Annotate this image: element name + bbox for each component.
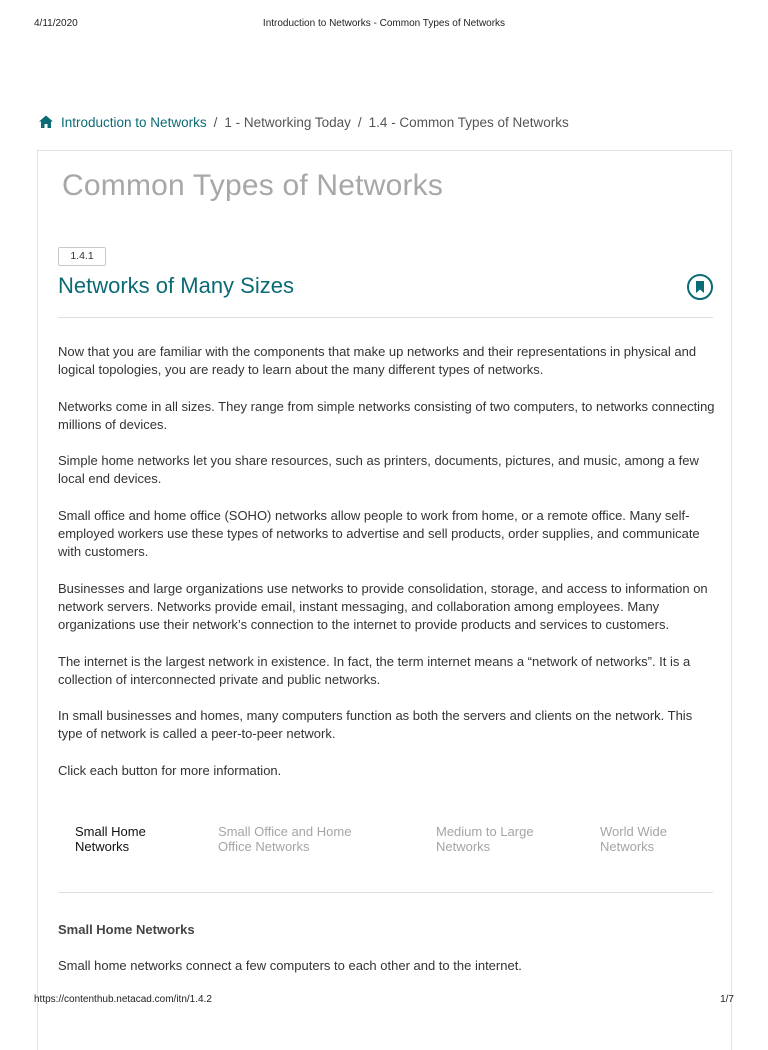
breadcrumb-current: 1.4 - Common Types of Networks [368, 114, 569, 130]
content-body [58, 343, 718, 798]
print-footer [34, 994, 734, 1008]
tab-medium-to-large-networks[interactable]: Medium to Large Networks [436, 824, 534, 854]
paragraph: Simple home networks let you share resources, such as printers, documents, pictures, and music, among a few local end devices. [58, 453, 699, 487]
breadcrumb [38, 114, 569, 130]
print-page-number: 1/7 [720, 994, 734, 1005]
tabs-divider [58, 892, 713, 893]
section-divider [58, 317, 713, 318]
network-type-tabs [58, 824, 713, 864]
tab-world-wide-networks[interactable]: World Wide Networks [600, 824, 667, 854]
bookmark-button[interactable] [687, 274, 713, 300]
breadcrumb-link-chapter[interactable]: 1 - Networking Today [224, 114, 351, 130]
paragraph: Networks come in all sizes. They range from simple networks consisting of two computers, to networks connecting millions of devices. [58, 398, 715, 432]
print-url: https://contenthub.netacad.com/itn/1.4.2 [34, 994, 212, 1005]
breadcrumb-separator: / [357, 114, 362, 130]
breadcrumb-separator: / [213, 114, 218, 130]
breadcrumb-link-course[interactable]: Introduction to Networks [61, 114, 207, 130]
print-header [34, 18, 734, 32]
print-title: Introduction to Networks - Common Types of Networks [262, 18, 506, 29]
content-card [37, 150, 732, 1050]
paragraph: Businesses and large organizations use networks to provide consolidation, storage, and access to information on network servers. Networks provide email, instant messaging, and collaboration among employees. Many organizations use their network’s connection to the internet to provide products and services to customers. [58, 580, 708, 633]
print-date: 4/11/2020 [34, 18, 78, 29]
paragraph: The internet is the largest network in existence. In fact, the term internet means a “network of networks”. It is a collection of interconnected private and public networks. [58, 653, 691, 687]
section-number-badge: 1.4.1 [58, 247, 106, 266]
panel-title: Small Home Networks [58, 922, 195, 937]
bookmark-icon [695, 281, 705, 293]
home-icon[interactable] [38, 114, 54, 130]
paragraph: Now that you are familiar with the components that make up networks and their representations in physical and logical topologies, you are ready to learn about the many different types of networks. [58, 344, 697, 378]
panel-text: Small home networks connect a few computers to each other and to the internet. [58, 958, 522, 973]
page-title: Common Types of Networks [62, 169, 444, 202]
tab-small-home-networks[interactable]: Small Home Networks [75, 824, 146, 854]
instruction-text: Click each button for more information. [58, 762, 282, 778]
paragraph: Small office and home office (SOHO) networks allow people to work from home, or a remote office. Many self-employed workers use these types of networks to advertise and sell products, order supplies, and communicate with customers. [58, 507, 700, 560]
paragraph: In small businesses and homes, many computers function as both the servers and clients on the network. This type of network is called a peer-to-peer network. [58, 708, 693, 742]
tab-small-office-home-office-networks[interactable]: Small Office and Home Office Networks [218, 824, 352, 854]
section-title: Networks of Many Sizes [58, 273, 294, 298]
